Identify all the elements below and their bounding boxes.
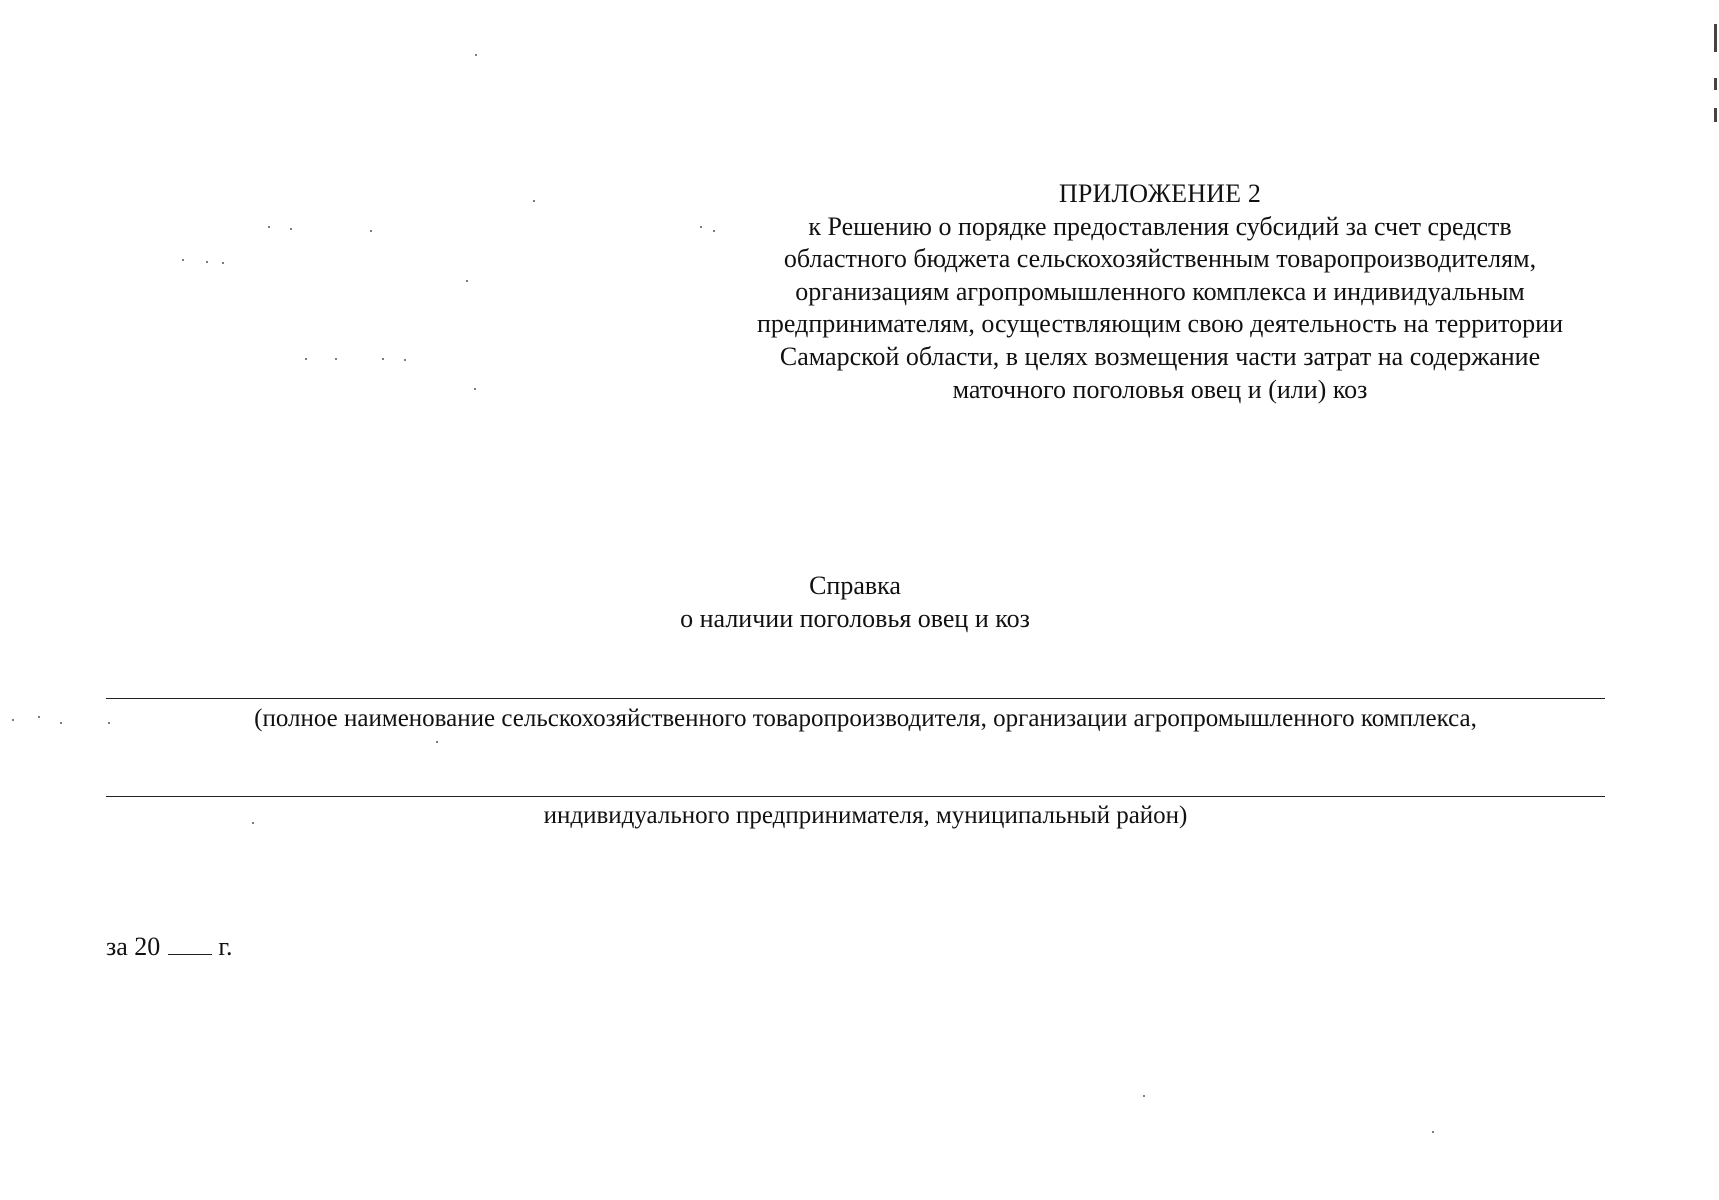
name-caption-line-1: (полное наименование сельскохозяйственного товаропроизводителя, организации агропромышленного комплекса, — [254, 705, 1477, 732]
period-suffix: г. — [218, 932, 233, 961]
scan-speck — [404, 359, 406, 361]
certificate-heading — [500, 570, 1210, 635]
certificate-title: Справка — [809, 571, 901, 600]
appendix-line: предпринимателям, осуществляющим свою деятельность на территории — [756, 309, 1564, 339]
scan-speck — [370, 230, 372, 232]
scan-speck — [206, 261, 208, 263]
scan-speck — [38, 716, 40, 718]
scan-edge-mark — [1714, 108, 1717, 122]
scan-speck — [182, 259, 184, 261]
name-fill-line-1 — [106, 698, 1605, 699]
period-line — [106, 931, 233, 963]
scan-speck — [436, 741, 438, 743]
scan-speck — [12, 719, 14, 721]
scan-speck — [474, 388, 476, 390]
scan-speck — [222, 262, 224, 264]
appendix-line: областного бюджета сельскохозяйственным товаропроизводителям, — [783, 244, 1537, 274]
scan-speck — [268, 226, 270, 228]
year-blank — [168, 932, 212, 955]
scan-speck — [108, 722, 110, 724]
appendix-line: маточного поголовья овец и (или) коз — [952, 374, 1368, 404]
appendix-line: к Решению о порядке предоставления субсидий за счет средств — [808, 211, 1512, 241]
scan-speck — [1143, 1095, 1145, 1097]
appendix-line: организациям агропромышленного комплекса и индивидуальным — [795, 276, 1525, 306]
name-caption-line-2: индивидуального предпринимателя, муниципальный район) — [543, 802, 1188, 829]
scan-speck — [713, 230, 715, 232]
scan-speck — [466, 280, 468, 282]
period-prefix: за 20 — [106, 932, 161, 961]
certificate-subtitle: о наличии поголовья овец и коз — [680, 603, 1030, 633]
appendix-title: ПРИЛОЖЕНИЕ 2 — [1058, 179, 1262, 208]
appendix-line: Самарской области, в целях возмещения части затрат на содержание — [779, 341, 1541, 371]
scan-speck — [382, 358, 384, 360]
appendix-header — [690, 178, 1630, 406]
scan-speck — [252, 822, 254, 824]
scan-speck — [475, 54, 477, 56]
scan-speck — [305, 358, 307, 360]
name-fill-line-2 — [106, 796, 1605, 797]
scan-edge-mark — [1714, 78, 1717, 90]
scan-speck — [533, 200, 535, 202]
scan-speck — [60, 722, 62, 724]
scan-speck — [335, 358, 337, 360]
scan-speck — [290, 228, 292, 230]
scan-edge-mark — [1714, 24, 1717, 52]
scan-speck — [700, 226, 702, 228]
scan-speck — [1432, 1131, 1434, 1133]
